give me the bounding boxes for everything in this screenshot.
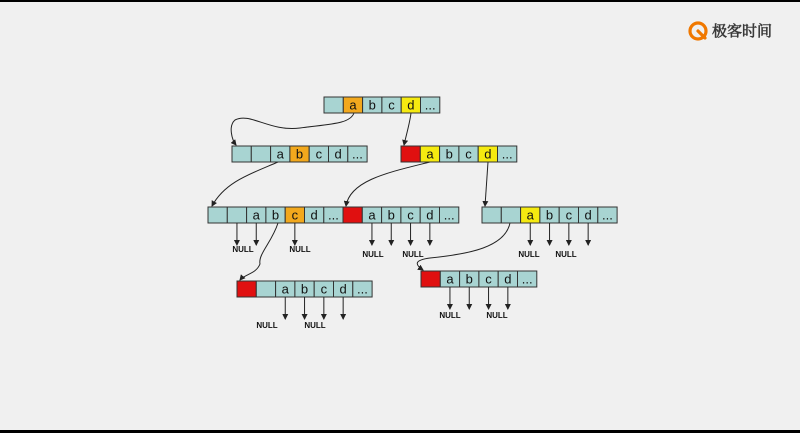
node-cell	[232, 146, 251, 162]
cell-letter-b: b	[300, 281, 309, 297]
cell-ellipsis: ...	[357, 281, 368, 297]
trie-node-l3-b	[421, 271, 537, 287]
cell-letter-b: b	[545, 207, 554, 223]
trie-nodes	[208, 97, 617, 297]
null-label: NULL	[555, 250, 577, 259]
cell-ellipsis: ...	[443, 207, 455, 223]
cell-letter-b: b	[271, 207, 280, 223]
node-cell	[401, 146, 420, 162]
cell-letter-c: c	[315, 146, 323, 162]
node-cell	[324, 97, 343, 113]
cell-ellipsis: ...	[352, 146, 363, 162]
connector-lines	[212, 113, 510, 280]
null-label: NULL	[486, 311, 508, 320]
trie-diagram	[0, 2, 800, 430]
cell-letter-d: d	[504, 271, 512, 287]
node-cell	[256, 281, 275, 297]
null-label: NULL	[289, 245, 311, 254]
cell-letter-c: c	[320, 281, 328, 297]
null-label: NULL	[362, 250, 384, 259]
brand-name: 极客时间	[711, 22, 772, 40]
link-right-to-l2c	[485, 162, 488, 206]
null-label: NULL	[518, 250, 540, 259]
trie-node-l2-a	[208, 207, 343, 223]
trie-node-l2-c	[482, 207, 617, 223]
node-cell	[501, 207, 520, 223]
cell-letter-a: a	[252, 207, 260, 223]
cell-ellipsis: ...	[602, 207, 613, 223]
cell-letter-c: c	[565, 207, 573, 223]
cell-ellipsis: ...	[328, 207, 339, 223]
cell-letter-b: b	[465, 271, 473, 287]
cell-letter-d: d	[426, 207, 434, 223]
link-root-to-right	[404, 113, 411, 145]
cell-ellipsis: ...	[501, 146, 513, 162]
node-cell	[227, 207, 246, 223]
cell-letter-c: c	[485, 271, 492, 287]
cell-letter-d: d	[310, 207, 318, 223]
cell-letter-a: a	[276, 146, 284, 162]
trie-node-l1-right	[401, 146, 517, 162]
cell-ellipsis: ...	[424, 97, 436, 113]
cell-letter-b: b	[368, 97, 376, 113]
cell-letter-a: a	[446, 271, 454, 287]
node-cell	[251, 146, 270, 162]
cell-letter-c: c	[465, 146, 472, 162]
null-label: NULL	[402, 250, 424, 259]
cell-letter-a: a	[349, 97, 357, 113]
trie-node-root	[324, 97, 440, 113]
slide	[0, 2, 800, 430]
trie-node-l3-a	[237, 281, 372, 297]
cell-letter-d: d	[407, 97, 415, 113]
cell-letter-a: a	[368, 207, 376, 223]
cell-letter-a: a	[426, 146, 434, 162]
node-cell	[208, 207, 227, 223]
cell-letter-b: b	[295, 146, 304, 162]
link-l2c-to-l3b	[417, 223, 510, 270]
cell-letter-d: d	[484, 146, 492, 162]
cell-letter-a: a	[526, 207, 534, 223]
link-root-to-left	[231, 113, 354, 145]
node-cell	[237, 281, 256, 297]
cell-letter-d: d	[334, 146, 342, 162]
trie-node-l1-left	[232, 146, 367, 162]
node-cell	[343, 207, 362, 223]
null-label: NULL	[304, 321, 326, 330]
cell-letter-c: c	[291, 207, 299, 223]
cell-letter-a: a	[281, 281, 289, 297]
trie-node-l2-b	[343, 207, 459, 223]
null-label: NULL	[439, 311, 461, 320]
cell-ellipsis: ...	[521, 271, 533, 287]
link-left-to-l2a	[212, 162, 278, 206]
cell-letter-b: b	[445, 146, 453, 162]
cell-letter-d: d	[584, 207, 592, 223]
cell-letter-c: c	[388, 97, 395, 113]
node-cell	[421, 271, 440, 287]
cell-letter-b: b	[387, 207, 395, 223]
null-label: NULL	[256, 321, 278, 330]
node-cell	[482, 207, 501, 223]
cell-letter-d: d	[339, 281, 347, 297]
null-label: NULL	[232, 245, 254, 254]
link-right-to-l2b	[346, 162, 430, 206]
cell-letter-c: c	[407, 207, 414, 223]
